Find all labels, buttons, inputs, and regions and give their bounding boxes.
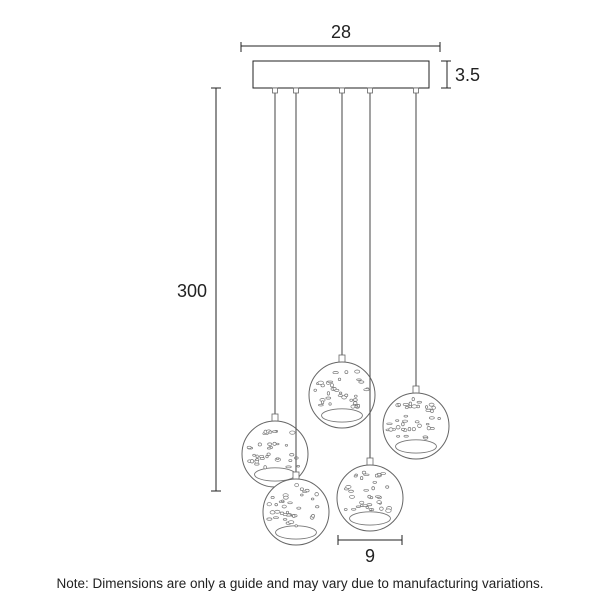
perforation-dot	[256, 459, 259, 461]
perforation-dot	[276, 458, 279, 460]
shade-diameter-dimension	[338, 535, 402, 566]
perforation-dot	[283, 519, 287, 521]
perforation-dot	[387, 423, 392, 425]
drop-length-label: 300	[176, 281, 207, 301]
perforation-dot	[426, 409, 431, 411]
perforation-dot	[269, 431, 272, 433]
perforation-dot	[412, 397, 415, 400]
perforation-dot	[372, 487, 375, 490]
perforation-dot	[375, 474, 378, 477]
perforation-dot	[333, 371, 338, 373]
perforation-dot	[403, 403, 408, 405]
perforation-dot	[328, 381, 333, 383]
perforation-dot	[386, 509, 392, 513]
perforation-dot	[379, 507, 383, 510]
perforation-dot	[405, 406, 408, 408]
globe-opening	[396, 440, 437, 453]
perforation-dot	[256, 455, 258, 458]
perforation-dot	[351, 405, 355, 408]
perforation-dot	[351, 508, 355, 510]
perforation-dot	[344, 509, 347, 511]
perforation-dot	[386, 486, 389, 489]
perforation-dot	[345, 394, 348, 397]
perforation-dot	[425, 406, 427, 409]
canopy-width-label: 28	[330, 22, 352, 42]
perforation-dot	[292, 515, 295, 518]
perforation-dot	[250, 460, 253, 463]
perforation-dot	[369, 508, 372, 510]
perforation-dot	[409, 402, 412, 405]
perforation-dot	[364, 474, 370, 476]
cord-fitting	[340, 88, 345, 93]
perforation-dot	[321, 401, 323, 404]
perforation-dot	[273, 517, 278, 519]
perforation-dot	[253, 454, 256, 456]
perforation-dot	[267, 503, 271, 506]
perforation-dot	[286, 511, 288, 514]
perforation-dot	[289, 459, 292, 461]
perforation-dot	[362, 471, 366, 474]
perforation-dot	[297, 507, 301, 509]
perforation-dot	[290, 431, 295, 434]
pendant-cluster	[242, 88, 449, 545]
perforation-dot	[373, 481, 377, 483]
perforation-dot	[312, 514, 315, 517]
perforation-dot	[389, 428, 393, 431]
perforation-dot	[258, 443, 261, 446]
perforation-dot	[267, 453, 270, 456]
perforation-dot	[330, 384, 333, 387]
perforation-dot	[402, 423, 405, 426]
perforation-dot	[403, 420, 408, 422]
perforation-dot	[397, 435, 400, 437]
pendant-lamp	[309, 88, 375, 428]
perforation-dot	[267, 518, 272, 520]
globe-opening	[350, 512, 391, 525]
perforation-dot	[338, 378, 340, 381]
perforation-dot	[415, 421, 419, 423]
perforation-dot	[297, 465, 300, 467]
perforation-dot	[350, 399, 353, 401]
perforation-dot	[314, 389, 317, 391]
perforation-dot	[275, 510, 280, 513]
globe-opening	[276, 526, 317, 539]
canopy-height-label: 3.5	[455, 65, 481, 85]
perforation-dot	[368, 495, 371, 498]
perforation-dot	[290, 453, 294, 455]
perforation-dot	[303, 491, 307, 493]
ceiling-canopy	[253, 61, 429, 88]
perforation-dot	[354, 395, 357, 397]
perforation-dot	[364, 389, 369, 391]
cord-fitting	[414, 88, 419, 93]
perforation-dot	[366, 507, 369, 509]
perforation-dot	[438, 417, 441, 419]
perforation-dot	[355, 370, 360, 373]
perforation-dot	[353, 399, 357, 402]
perforation-dot	[357, 404, 359, 407]
canopy-height-dimension	[441, 61, 480, 88]
perforation-dot	[396, 426, 400, 429]
canopy-width-dimension	[241, 22, 440, 52]
cord-fitting	[368, 88, 373, 93]
perforation-dot	[339, 392, 341, 394]
perforation-dot	[289, 521, 294, 524]
perforation-dot	[315, 492, 319, 495]
perforation-dot	[364, 489, 369, 491]
perforation-dot	[404, 435, 408, 437]
perforation-dot	[359, 381, 364, 383]
perforation-dot	[360, 477, 363, 480]
perforation-dot	[346, 485, 351, 488]
perforation-dot	[300, 488, 303, 491]
perforation-dot	[377, 501, 381, 504]
perforation-dot	[315, 506, 318, 508]
perforation-dot	[276, 443, 279, 445]
perforation-dot	[295, 525, 298, 527]
perforation-dot	[367, 504, 372, 506]
perforation-dot	[327, 392, 329, 396]
cord-fitting	[273, 88, 278, 93]
perforation-dot	[349, 490, 354, 492]
perforation-dot	[426, 423, 429, 425]
perforation-dot	[318, 381, 323, 384]
perforation-dot	[326, 397, 331, 399]
cord-fitting	[294, 88, 299, 93]
drop-length-dimension	[177, 88, 221, 491]
perforation-dot	[417, 401, 422, 403]
perforation-dot	[295, 483, 299, 486]
perforation-dot	[318, 404, 323, 406]
perforation-dot	[281, 500, 284, 502]
pendant-lamp	[337, 88, 403, 531]
perforation-dot	[345, 371, 348, 374]
perforation-dot	[268, 443, 272, 446]
perforation-dot	[398, 403, 401, 406]
perforation-dot	[412, 405, 417, 408]
globe-opening	[255, 468, 296, 481]
perforation-dot	[288, 502, 293, 504]
perforation-dot	[404, 415, 408, 417]
pendant-lamp	[383, 88, 449, 459]
perforation-dot	[300, 494, 303, 496]
perforation-dot	[271, 496, 274, 498]
perforation-dot	[311, 498, 314, 500]
pendant-lamp	[242, 88, 308, 487]
globe-opening	[322, 409, 363, 422]
perforation-dot	[354, 475, 357, 477]
perforation-dot	[329, 403, 331, 406]
perforation-dot	[247, 446, 251, 448]
perforation-dot	[375, 496, 380, 498]
disclaimer-note: Note: Dimensions are only a guide and may vary due to manufacturing variations.	[56, 576, 544, 591]
perforation-dot	[264, 466, 267, 469]
perforation-dot	[285, 444, 287, 446]
perforation-dot	[429, 417, 434, 419]
perforation-dot	[432, 406, 436, 409]
perforation-dot	[357, 379, 362, 381]
perforation-dot	[273, 442, 276, 445]
perforation-dot	[418, 424, 422, 427]
shade-diameter-label: 9	[364, 546, 376, 566]
perforation-dot	[333, 388, 336, 391]
perforation-dot	[273, 431, 277, 433]
perforation-dot	[408, 427, 411, 430]
perforation-dot	[401, 428, 404, 430]
perforation-dot	[275, 503, 278, 505]
perforation-dot	[356, 506, 360, 508]
perforation-dot	[431, 410, 434, 413]
perforation-dot	[427, 426, 430, 430]
perforation-dot	[412, 427, 415, 430]
perforation-dot	[284, 496, 289, 499]
perforation-dot	[282, 505, 286, 508]
perforation-dot	[429, 403, 434, 406]
perforation-dot	[381, 473, 386, 475]
perforation-dot	[396, 420, 399, 422]
perforation-dot	[270, 511, 275, 514]
perforation-dot	[430, 427, 434, 429]
perforation-dot	[423, 436, 428, 438]
perforation-dot	[286, 466, 291, 468]
perforation-dot	[259, 455, 263, 457]
perforation-dot	[267, 447, 271, 449]
perforation-dot	[350, 495, 355, 498]
perforation-dot	[360, 501, 364, 504]
